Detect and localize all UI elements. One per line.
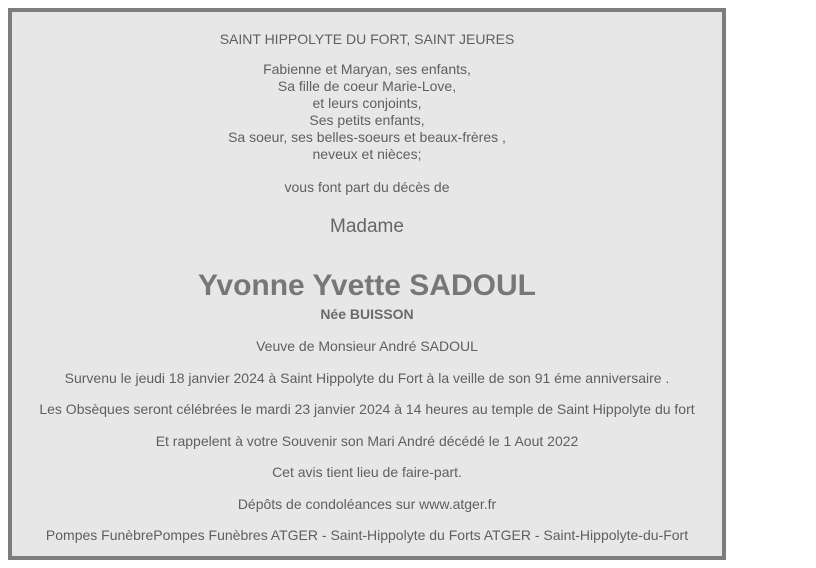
location-heading: SAINT HIPPOLYTE DU FORT, SAINT JEURES (219, 31, 515, 47)
funeral-info-text: Les Obsèques seront célébrées le mardi 23 janvier 2024 à 14 heures au temple de Saint Hippolyte du fort (39, 401, 695, 417)
remembrance-text: Et rappelent à votre Souvenir son Mari André décédé le 1 Aout 2022 (155, 433, 579, 449)
family-line: Sa soeur, ses belles-soeurs et beaux-frères , (228, 129, 506, 145)
funeral-home-text: Pompes FunèbrePompes Funèbres ATGER - Saint-Hippolyte du Forts ATGER - Saint-Hippolyte-du-Fort (45, 527, 689, 543)
faire-part-text: Cet avis tient lieu de faire-part. (272, 464, 462, 480)
announcement-text: vous font part du décès de (284, 179, 450, 195)
maiden-name: Née BUISSON (320, 306, 414, 322)
deceased-name: Yvonne Yvette SADOUL (198, 269, 536, 302)
family-line: Sa fille de coeur Marie-Love, (277, 78, 457, 94)
family-line: et leurs conjoints, (312, 95, 422, 111)
widow-of-text: Veuve de Monsieur André SADOUL (256, 338, 478, 354)
death-info-text: Survenu le jeudi 18 janvier 2024 à Saint Hippolyte du Fort à la veille de son 91 éme anniversaire . (64, 370, 670, 386)
family-list (12, 61, 722, 163)
family-line: neveux et nièces; (312, 146, 422, 162)
condolences-text: Dépôts de condoléances sur www.atger.fr (237, 496, 497, 512)
obituary-notice (8, 8, 726, 560)
family-line: Ses petits enfants, (309, 112, 425, 128)
honorific-title: Madame (330, 216, 404, 237)
family-line: Fabienne et Maryan, ses enfants, (263, 61, 471, 77)
